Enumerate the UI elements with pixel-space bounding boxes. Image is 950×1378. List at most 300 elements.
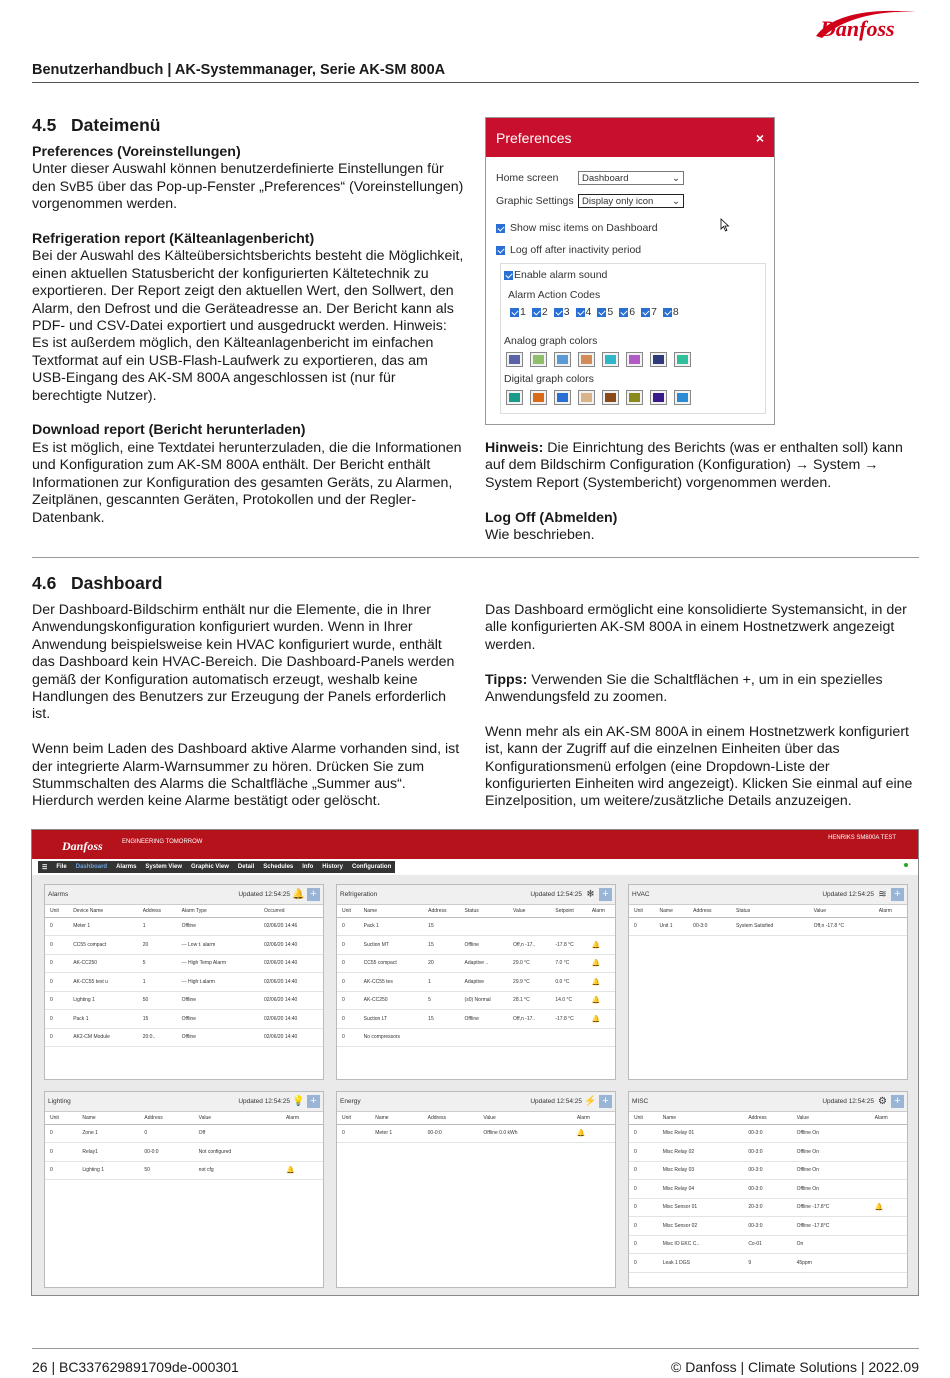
digital-swatch-5[interactable] xyxy=(602,390,619,405)
alarm-bell-icon: 🔔 xyxy=(587,936,615,955)
zoom-plus-button[interactable]: + xyxy=(599,1095,612,1108)
table-cell: 1 xyxy=(138,973,177,992)
zoom-plus-button[interactable]: + xyxy=(307,1095,320,1108)
hvac-panel xyxy=(628,884,908,1080)
footer-divider xyxy=(32,1348,919,1349)
danfoss-logo xyxy=(60,835,114,855)
table-cell: 0 xyxy=(337,954,359,973)
refrigeration-panel-title: Refrigeration xyxy=(340,891,378,898)
mouse-cursor-icon xyxy=(720,218,730,232)
column-header: Unit xyxy=(45,1112,77,1124)
misc-panel-title: MISC xyxy=(632,1098,649,1105)
table-row[interactable] xyxy=(45,1143,323,1162)
lighting-panel xyxy=(44,1091,324,1288)
note-text: Die Einrichtung des Berichts (was er enthalten soll) kann auf dem Bildschirm Configuration (Konfiguration) → System → System Report (Systembericht) vorgenommen werden. xyxy=(485,440,903,491)
menu-info[interactable]: Info xyxy=(302,864,314,870)
table-row[interactable] xyxy=(629,1161,907,1180)
alarm-bell-icon: 🔔 xyxy=(587,991,615,1010)
table-cell xyxy=(587,1028,615,1047)
footer-left: 26 | BC337629891709de-000301 xyxy=(32,1359,239,1375)
section-4-5-right-column xyxy=(485,440,919,562)
table-cell: 0 xyxy=(629,1235,658,1254)
menu-configuration[interactable]: Configuration xyxy=(351,864,392,870)
table-cell: Offline xyxy=(177,1010,259,1029)
home-screen-select[interactable]: Dashboard ⌄ xyxy=(578,171,684,185)
alarm-code-5[interactable]: 5 xyxy=(597,306,613,318)
table-cell: 0 xyxy=(629,1161,658,1180)
table-cell: AK-CC55 test u xyxy=(68,973,138,992)
column-header: Unit xyxy=(629,905,655,917)
table-cell: 0 xyxy=(337,936,359,955)
home-screen-label: Home screen xyxy=(496,172,559,184)
energy-panel-header xyxy=(337,1092,615,1112)
table-cell: 02/06/20 14:40 xyxy=(259,936,323,955)
table-cell: Lighting 1 xyxy=(77,1161,139,1180)
table-cell xyxy=(281,1143,323,1162)
table-cell: 15 xyxy=(138,1010,177,1029)
table-cell: 0 xyxy=(45,936,68,955)
zoom-plus-button[interactable]: + xyxy=(891,888,904,901)
table-cell xyxy=(870,1235,907,1254)
table-cell: CC55 compact xyxy=(359,954,424,973)
table-row[interactable] xyxy=(337,1028,615,1047)
refrigeration-subheading: Refrigeration report (Kälteanlagenbericht) xyxy=(32,231,315,248)
analog-swatch-1[interactable] xyxy=(506,352,523,367)
table-cell: AK-CC250 xyxy=(359,991,424,1010)
alarm-code-7[interactable]: 7 xyxy=(641,306,657,318)
lighting-icon: 💡 xyxy=(292,1096,305,1107)
digital-swatch-4[interactable] xyxy=(578,390,595,405)
table-cell: 20:0.. xyxy=(138,1028,177,1047)
table-row[interactable] xyxy=(629,1198,907,1217)
table-cell: 0 xyxy=(629,1180,658,1199)
table-cell: 0 xyxy=(629,1198,658,1217)
alarms-panel xyxy=(44,884,324,1080)
digital-color-swatches xyxy=(506,390,691,405)
preferences-subheading: Preferences (Voreinstellungen) xyxy=(32,144,241,160)
column-header: Address xyxy=(743,1112,791,1124)
table-row[interactable] xyxy=(629,1124,907,1143)
alarms-panel-title: Alarms xyxy=(48,891,69,898)
menu-schedules[interactable]: Schedules xyxy=(263,864,294,870)
alarms-table xyxy=(45,905,323,1047)
digital-swatch-7[interactable] xyxy=(650,390,667,405)
column-header: Alarm xyxy=(874,905,907,917)
table-cell: 02/06/20 14:46 xyxy=(259,917,323,936)
table-cell: 29.9 °C xyxy=(508,973,550,992)
alarms-icon: 🔔 xyxy=(292,889,305,900)
table-cell xyxy=(870,1124,907,1143)
preferences-text: Unter dieser Auswahl können benutzerdefinierte Einstellungen für den SvB5 über das Pop-up-Fenster „Preferences“ (Voreinstellungen) vorgenommen werden. xyxy=(32,161,464,213)
column-header: Unit xyxy=(337,905,359,917)
table-row[interactable] xyxy=(45,936,323,955)
table-cell: 0 xyxy=(337,1124,370,1143)
digital-swatch-3[interactable] xyxy=(554,390,571,405)
table-cell: On xyxy=(792,1235,870,1254)
table-cell: Pack 1 xyxy=(359,917,424,936)
digital-swatch-6[interactable] xyxy=(626,390,643,405)
table-cell: Offline On xyxy=(792,1180,870,1199)
table-cell xyxy=(550,1028,586,1047)
preferences-dialog-header xyxy=(486,118,774,157)
column-header: Unit xyxy=(45,905,68,917)
chevron-down-icon: ⌄ xyxy=(672,195,680,207)
hvac-table xyxy=(629,905,907,936)
column-header: Address xyxy=(139,1112,193,1124)
dashboard-menu xyxy=(32,859,918,875)
download-text: Es ist möglich, eine Textdatei herunterzuladen, die die Informationen und Konfiguration zum AK-SM 800A enthält. Der Bericht enthält Informationen zur Konfiguration des gesamten Geräts, zu Alarmen, Zeitplänen, gescannten Geräten, Protokollen und der Regler-Datenbank. xyxy=(32,439,462,526)
table-cell: 00-3:0 xyxy=(743,1124,791,1143)
menu-dashboard[interactable]: Dashboard xyxy=(75,864,108,870)
table-row[interactable] xyxy=(45,991,323,1010)
table-cell: (s0) Normal xyxy=(460,991,509,1010)
table-cell: 02/06/20 14:40 xyxy=(259,991,323,1010)
table-cell: 0 xyxy=(45,954,68,973)
table-cell: Offline xyxy=(177,917,259,936)
analog-swatch-8[interactable] xyxy=(674,352,691,367)
table-cell: System Satisfied xyxy=(731,917,809,936)
table-cell: 00-3:0 xyxy=(743,1143,791,1162)
table-cell: Misc Sensor 01 xyxy=(658,1198,744,1217)
table-cell xyxy=(870,1180,907,1199)
table-cell: Misc Relay 04 xyxy=(658,1180,744,1199)
table-cell: 7.0 °C xyxy=(550,954,586,973)
table-cell: -17.8 °C xyxy=(550,1010,586,1029)
analog-swatch-2[interactable] xyxy=(530,352,547,367)
table-cell: Leak 1 DGS xyxy=(658,1254,744,1273)
zoom-plus-button[interactable]: + xyxy=(307,888,320,901)
alarm-bell-icon: 🔔 xyxy=(587,1010,615,1029)
table-row[interactable] xyxy=(629,1143,907,1162)
hvac-panel-header xyxy=(629,885,907,905)
menu-system-view[interactable]: System View xyxy=(145,864,182,870)
column-header: Value xyxy=(478,1112,571,1124)
analog-swatch-7[interactable] xyxy=(650,352,667,367)
table-cell: 0 xyxy=(45,917,68,936)
table-row[interactable] xyxy=(337,1010,615,1029)
show-misc-checkbox[interactable] xyxy=(496,224,505,233)
misc-icon: ⚙ xyxy=(878,1096,887,1107)
column-header: Status xyxy=(731,905,809,917)
header-divider xyxy=(32,82,919,83)
table-row[interactable] xyxy=(337,973,615,992)
energy-panel-title: Energy xyxy=(340,1098,361,1105)
table-cell: 02/06/20 14:40 xyxy=(259,1028,323,1047)
table-cell: 0 xyxy=(139,1124,193,1143)
menu-alarms[interactable]: Alarms xyxy=(116,864,137,870)
table-cell: 00-0:0 xyxy=(423,1124,479,1143)
table-row[interactable] xyxy=(337,1124,615,1143)
table-cell xyxy=(870,1161,907,1180)
section-4-6-right-column xyxy=(485,602,919,828)
table-cell: Lighting 1 xyxy=(68,991,138,1010)
table-cell: 29.0 °C xyxy=(508,954,550,973)
table-cell xyxy=(550,917,586,936)
table-cell: Off,n -17.8 °C xyxy=(809,917,874,936)
table-cell: 0 xyxy=(337,1028,359,1047)
table-cell xyxy=(460,1028,509,1047)
column-header: Name xyxy=(77,1112,139,1124)
menu-bar xyxy=(38,861,395,873)
analog-swatch-3[interactable] xyxy=(554,352,571,367)
table-cell xyxy=(460,917,509,936)
footer-right: © Danfoss | Climate Solutions | 2022.09 xyxy=(671,1359,919,1375)
dashboard-paragraph-3: Das Dashboard ermöglicht eine konsolidierte Systemansicht, in der alle konfigurierten AK-SM 800A in einem Hostnetzwerk angezeigt werden. xyxy=(485,602,907,653)
close-icon[interactable]: × xyxy=(755,129,764,146)
alarm-codes-label: Alarm Action Codes xyxy=(508,289,601,301)
table-cell: Off,n -17.. xyxy=(508,936,550,955)
dashboard-screenshot xyxy=(31,829,919,1296)
table-cell: 02/06/20 14:40 xyxy=(259,954,323,973)
analog-colors-label: Analog graph colors xyxy=(504,335,598,347)
table-cell: -17.8 °C xyxy=(550,936,586,955)
table-row[interactable] xyxy=(337,917,615,936)
home-screen-row xyxy=(496,171,684,185)
menu-detail[interactable]: Detail xyxy=(237,864,255,870)
column-header: Alarm xyxy=(870,1112,907,1124)
alarm-code-6[interactable]: 6 xyxy=(619,306,635,318)
menu-history[interactable]: History xyxy=(322,864,343,870)
energy-panel xyxy=(336,1091,616,1288)
energy-icon: ⚡ xyxy=(584,1096,597,1107)
alarm-code-4[interactable]: 4 xyxy=(576,306,592,318)
table-cell xyxy=(870,1254,907,1273)
section-divider xyxy=(32,557,919,558)
column-header: Address xyxy=(688,905,731,917)
table-row[interactable] xyxy=(337,954,615,973)
danfoss-logo xyxy=(812,6,920,46)
lighting-table xyxy=(45,1112,323,1180)
enable-alarm-checkbox[interactable] xyxy=(504,271,513,280)
table-row[interactable] xyxy=(45,1010,323,1029)
column-header: Unit xyxy=(629,1112,658,1124)
table-cell: --- High t.alarm xyxy=(177,973,259,992)
updated-time: Updated 12:54:25 xyxy=(822,891,874,898)
section-heading-4-5: 4.5 Dateimenü xyxy=(32,115,161,135)
table-row[interactable] xyxy=(629,1180,907,1199)
table-cell: Offline On xyxy=(792,1161,870,1180)
digital-swatch-1[interactable] xyxy=(506,390,523,405)
table-cell: 00-3:0 xyxy=(743,1161,791,1180)
table-cell: Offline xyxy=(460,1010,509,1029)
analog-swatch-4[interactable] xyxy=(578,352,595,367)
table-cell: 0 xyxy=(45,1028,68,1047)
column-header: Value xyxy=(792,1112,870,1124)
graphic-settings-row xyxy=(496,194,684,208)
log-off-label: Log off after inactivity period xyxy=(510,244,642,256)
logoff-text: Wie beschrieben. xyxy=(485,527,595,544)
lighting-panel-title: Lighting xyxy=(48,1098,71,1105)
table-cell xyxy=(423,1028,459,1047)
table-cell: 5 xyxy=(423,991,459,1010)
updated-time: Updated 12:54:25 xyxy=(530,891,582,898)
table-cell: Pack 1 xyxy=(68,1010,138,1029)
table-cell: 02/06/20 14:40 xyxy=(259,973,323,992)
misc-panel xyxy=(628,1091,908,1288)
refrigeration-panel xyxy=(336,884,616,1080)
table-cell: 45ppm xyxy=(792,1254,870,1273)
column-header: Address xyxy=(423,905,459,917)
table-row[interactable] xyxy=(337,936,615,955)
section-heading-4-6: 4.6 Dashboard xyxy=(32,573,163,593)
tips-text: Verwenden Sie die Schaltflächen +, um in ein spezielles Anwendungsfeld zu zoomen. xyxy=(485,671,883,706)
log-off-row[interactable] xyxy=(496,244,641,256)
table-row[interactable] xyxy=(45,1124,323,1143)
table-cell: 00-3:0 xyxy=(743,1217,791,1236)
table-cell: 0 xyxy=(337,991,359,1010)
logoff-subheading: Log Off (Abmelden) xyxy=(485,509,618,526)
table-cell xyxy=(587,917,615,936)
alarm-bell-icon: 🔔 xyxy=(587,954,615,973)
alarm-bell-icon: 🔔 xyxy=(281,1161,323,1180)
column-header: Address xyxy=(138,905,177,917)
grid-icon[interactable]: ☰ xyxy=(42,864,48,871)
table-cell: Adaptive .. xyxy=(460,954,509,973)
tips-label: Tipps: xyxy=(485,671,528,688)
table-cell xyxy=(870,1143,907,1162)
table-cell: Unit 1 xyxy=(655,917,689,936)
dashboard-paragraph-1: Der Dashboard-Bildschirm enthält nur die Elemente, die in Ihrer Anwendungskonfiguration konfiguriert wurden. Wenn in Ihrer Anwendung beispielsweise kein HVAC konfiguriert wurde, enthält das Dashboard kein HVAC-Bereich. Die Dashboard-Panels werden gemäß der Konfiguration automatisch erzeugt, weshalb keine Handlungen des Benutzers zur Erzeugung der Panels erforderlich ist. xyxy=(32,602,455,723)
column-header: Address xyxy=(423,1112,479,1124)
table-cell: Co-01 xyxy=(743,1235,791,1254)
table-cell: 20 xyxy=(423,954,459,973)
updated-time: Updated 12:54:25 xyxy=(530,1098,582,1105)
lighting-panel-header xyxy=(45,1092,323,1112)
log-off-checkbox[interactable] xyxy=(496,246,505,255)
analog-color-swatches xyxy=(506,352,691,367)
digital-swatch-8[interactable] xyxy=(674,390,691,405)
dashboard-paragraph-2: Wenn beim Laden des Dashboard aktive Alarme vorhanden sind, ist der integrierte Alarm-Warnsummer zu hören. Drücken Sie zum Stummschalten des Alarms die Schaltfläche „Summer aus“. Hierdurch werden keine Alarme bestätigt oder gelöscht. xyxy=(32,741,460,810)
alarm-code-3[interactable]: 3 xyxy=(554,306,570,318)
table-row[interactable] xyxy=(629,1235,907,1254)
table-cell: 0 xyxy=(629,1143,658,1162)
table-cell: AK-CC55 tes xyxy=(359,973,424,992)
show-misc-row[interactable] xyxy=(496,222,658,234)
column-header: Setpoint xyxy=(550,905,586,917)
menu-file[interactable]: File xyxy=(56,864,67,870)
column-header: Name xyxy=(370,1112,422,1124)
table-cell: AK-CC250 xyxy=(68,954,138,973)
misc-panel-header xyxy=(629,1092,907,1112)
column-header: Occurred xyxy=(259,905,323,917)
table-row[interactable] xyxy=(45,1028,323,1047)
column-header: Value xyxy=(508,905,550,917)
table-cell: 28.1 °C xyxy=(508,991,550,1010)
digital-colors-label: Digital graph colors xyxy=(504,373,594,385)
table-cell: Misc Sensor 02 xyxy=(658,1217,744,1236)
table-cell: Relay1 xyxy=(77,1143,139,1162)
table-cell: 50 xyxy=(139,1161,193,1180)
table-cell: Suction LT xyxy=(359,1010,424,1029)
table-cell xyxy=(870,1217,907,1236)
digital-swatch-2[interactable] xyxy=(530,390,547,405)
table-cell: 0.0 °C xyxy=(550,973,586,992)
table-row[interactable] xyxy=(45,917,323,936)
alarm-code-8[interactable]: 8 xyxy=(663,306,679,318)
table-cell xyxy=(281,1124,323,1143)
alarm-code-2[interactable]: 2 xyxy=(532,306,548,318)
svg-text:Danfoss: Danfoss xyxy=(820,16,895,41)
table-cell: 20 xyxy=(138,936,177,955)
column-header: Device Name xyxy=(68,905,138,917)
refrigeration-table xyxy=(337,905,615,1047)
analog-swatch-6[interactable] xyxy=(626,352,643,367)
column-header: Value xyxy=(194,1112,281,1124)
table-row[interactable] xyxy=(629,1254,907,1273)
table-cell: 00-3:0 xyxy=(688,917,731,936)
table-cell: 0 xyxy=(45,973,68,992)
table-row[interactable] xyxy=(45,1161,323,1180)
table-cell: 1 xyxy=(423,973,459,992)
table-cell: not cfg xyxy=(194,1161,281,1180)
column-header: Unit xyxy=(337,1112,370,1124)
note-label: Hinweis: xyxy=(485,440,544,456)
column-header: Status xyxy=(460,905,509,917)
analog-swatch-5[interactable] xyxy=(602,352,619,367)
enable-alarm-row[interactable] xyxy=(504,269,607,281)
table-cell: 0 xyxy=(45,1143,77,1162)
table-cell: 0 xyxy=(45,991,68,1010)
table-cell: No compressors xyxy=(359,1028,424,1047)
table-cell: Meter 1 xyxy=(370,1124,422,1143)
section-4-6-left-column xyxy=(32,602,464,828)
table-cell: Misc Relay 02 xyxy=(658,1143,744,1162)
hvac-panel-title: HVAC xyxy=(632,891,650,898)
table-cell: 20-3:0 xyxy=(743,1198,791,1217)
zoom-plus-button[interactable]: + xyxy=(891,1095,904,1108)
table-cell: 0 xyxy=(629,1124,658,1143)
table-cell: 9 xyxy=(743,1254,791,1273)
preferences-dialog xyxy=(485,117,775,425)
document-title: Benutzerhandbuch | AK-Systemmanager, Serie AK-SM 800A xyxy=(32,62,446,78)
alarms-panel-header xyxy=(45,885,323,905)
alarm-bell-icon: 🔔 xyxy=(870,1198,907,1217)
refrigeration-panel-header xyxy=(337,885,615,905)
graphic-settings-select[interactable]: Display only icon ⌄ xyxy=(578,194,684,208)
dashboard-header xyxy=(32,830,918,859)
preferences-dialog-title: Preferences xyxy=(496,129,572,146)
column-header: Alarm xyxy=(281,1112,323,1124)
table-cell: Meter 1 xyxy=(68,917,138,936)
table-cell xyxy=(508,917,550,936)
table-cell: AK2-CM Module xyxy=(68,1028,138,1047)
table-cell: Offline xyxy=(177,991,259,1010)
table-row[interactable] xyxy=(629,917,907,936)
table-cell: Offline On xyxy=(792,1143,870,1162)
zoom-plus-button[interactable]: + xyxy=(599,888,612,901)
table-cell: Offline On xyxy=(792,1124,870,1143)
table-cell: 0 xyxy=(337,1010,359,1029)
menu-graphic-view[interactable]: Graphic View xyxy=(191,864,229,870)
refrigeration-icon: ❄ xyxy=(586,889,595,900)
table-cell: 0 xyxy=(337,917,359,936)
table-cell: Off,n -17.. xyxy=(508,1010,550,1029)
column-header: Alarm Type xyxy=(177,905,259,917)
table-row[interactable] xyxy=(629,1217,907,1236)
table-cell: 15 xyxy=(423,917,459,936)
table-cell xyxy=(874,917,907,936)
table-row[interactable] xyxy=(45,954,323,973)
table-row[interactable] xyxy=(337,991,615,1010)
table-cell: 00-0:0 xyxy=(139,1143,193,1162)
table-row[interactable] xyxy=(45,973,323,992)
section-4-5-left-column xyxy=(32,144,464,544)
alarm-code-1[interactable]: 1 xyxy=(510,306,526,318)
table-cell: Not configured xyxy=(194,1143,281,1162)
alarm-bell-icon: 🔔 xyxy=(572,1124,615,1143)
hvac-icon: ≋ xyxy=(878,889,887,900)
updated-time: Updated 12:54:25 xyxy=(238,1098,290,1105)
